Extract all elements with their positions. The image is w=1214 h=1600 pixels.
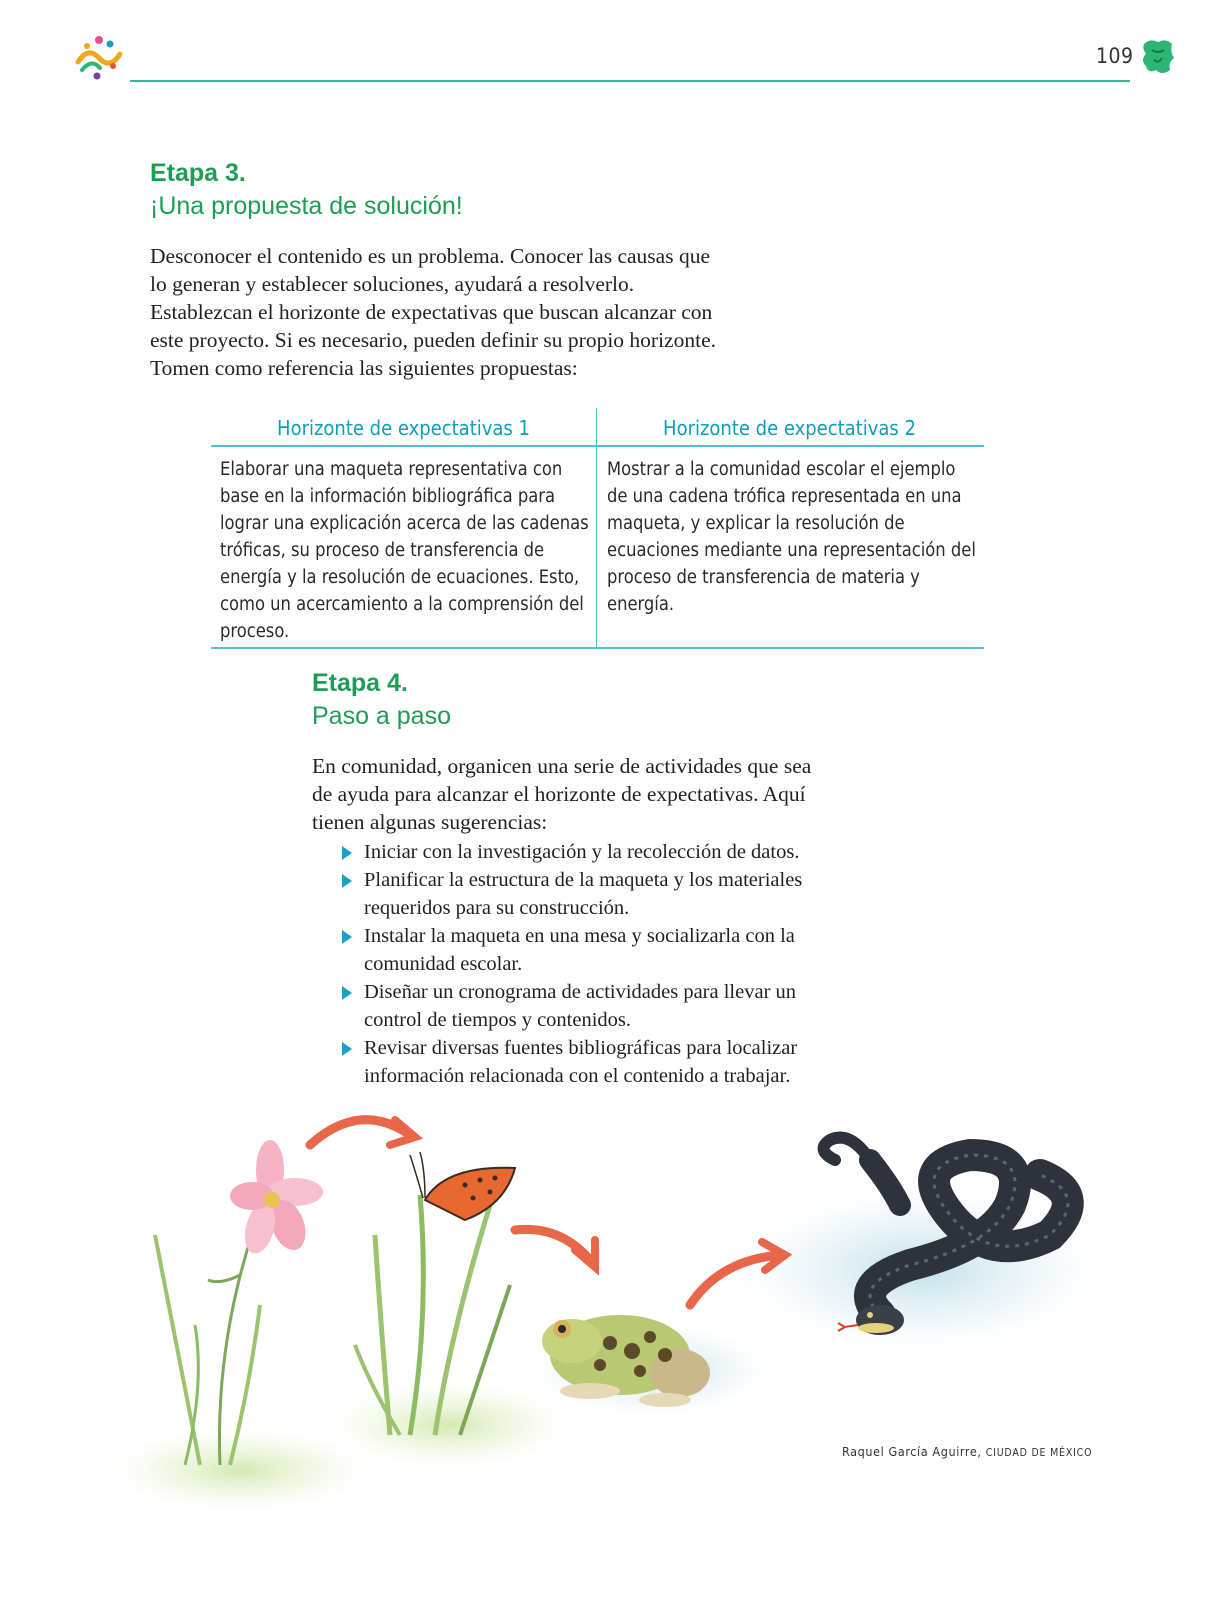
- table-header-rule: [211, 445, 984, 447]
- triangle-bullet-icon: [342, 986, 352, 1000]
- credit-city: CIUDAD DE MÉXICO: [985, 1447, 1093, 1459]
- list-item: Revisar diversas fuentes bibliográficas para localizar información relacionada con el contenido a trabajar.: [340, 1034, 840, 1090]
- list-item: Iniciar con la investigación y la recolección de datos.: [340, 838, 840, 866]
- header-divider: [130, 80, 1130, 82]
- credit-name: Raquel García Aguirre,: [842, 1444, 982, 1459]
- logo-icon: [70, 32, 128, 84]
- list-item: Planificar la estructura de la maqueta y los materiales requeridos para su construcción.: [340, 866, 840, 922]
- table-cell-1: Elaborar una maqueta representativa con base en la información bibliográfica para lograr una explicación acerca de las cadenas tróficas, su proceso de transferencia de energía y la resolución de ecuaciones. Esto, como un acercamiento a la comprensión del proceso.: [220, 459, 589, 642]
- expectations-table: [211, 408, 984, 648]
- stage4-heading: [312, 667, 451, 733]
- food-chain-illustration: [90, 1085, 1120, 1535]
- suggestions-list: [340, 838, 840, 1090]
- stage4-subtitle: Paso a paso: [312, 702, 451, 730]
- table-cell-2: Mostrar a la comunidad escolar el ejemplo de una cadena trófica representada en una maqueta, y explicar la resolución de ecuaciones mediante una representación del proceso de transferencia de materia y energía.: [607, 459, 976, 615]
- arrow-icon: [310, 1120, 785, 1305]
- stage3-title: Etapa 3.: [150, 159, 246, 187]
- butterfly-icon: [410, 1152, 515, 1220]
- table-column-divider: [596, 408, 597, 648]
- triangle-bullet-icon: [342, 874, 352, 888]
- stage3-heading: [150, 157, 463, 223]
- triangle-bullet-icon: [342, 846, 352, 860]
- illustration-credit: [842, 1444, 1092, 1459]
- triangle-bullet-icon: [342, 930, 352, 944]
- stage3-subtitle: ¡Una propuesta de solución!: [150, 192, 463, 220]
- stage4-intro: En comunidad, organicen una serie de actividades que sea de ayuda para alcanzar el horizonte de expectativas. Aquí tienen algunas sugerencias:: [312, 754, 812, 834]
- page-number: 109: [1096, 44, 1134, 68]
- table-bottom-rule: [211, 647, 984, 649]
- table-header-1: Horizonte de expectativas 1: [277, 416, 530, 440]
- flower-icon: [155, 1140, 323, 1465]
- stage3-intro: Desconocer el contenido es un problema. Conocer las causas que lo generan y establecer soluciones, ayudará a resolverlo. Establezcan el horizonte de expectativas que buscan alcanzar con este proyecto. Si es necesario, pueden definir su propio horizonte. Tomen como referencia las siguientes propuestas:: [150, 244, 716, 380]
- stage4-title: Etapa 4.: [312, 669, 408, 697]
- table-header-2: Horizonte de expectativas 2: [663, 416, 916, 440]
- corner-glyph-icon: [1140, 38, 1176, 76]
- triangle-bullet-icon: [342, 1042, 352, 1056]
- list-item: Diseñar un cronograma de actividades para llevar un control de tiempos y contenidos.: [340, 978, 840, 1034]
- list-item: Instalar la maqueta en una mesa y socializarla con la comunidad escolar.: [340, 922, 840, 978]
